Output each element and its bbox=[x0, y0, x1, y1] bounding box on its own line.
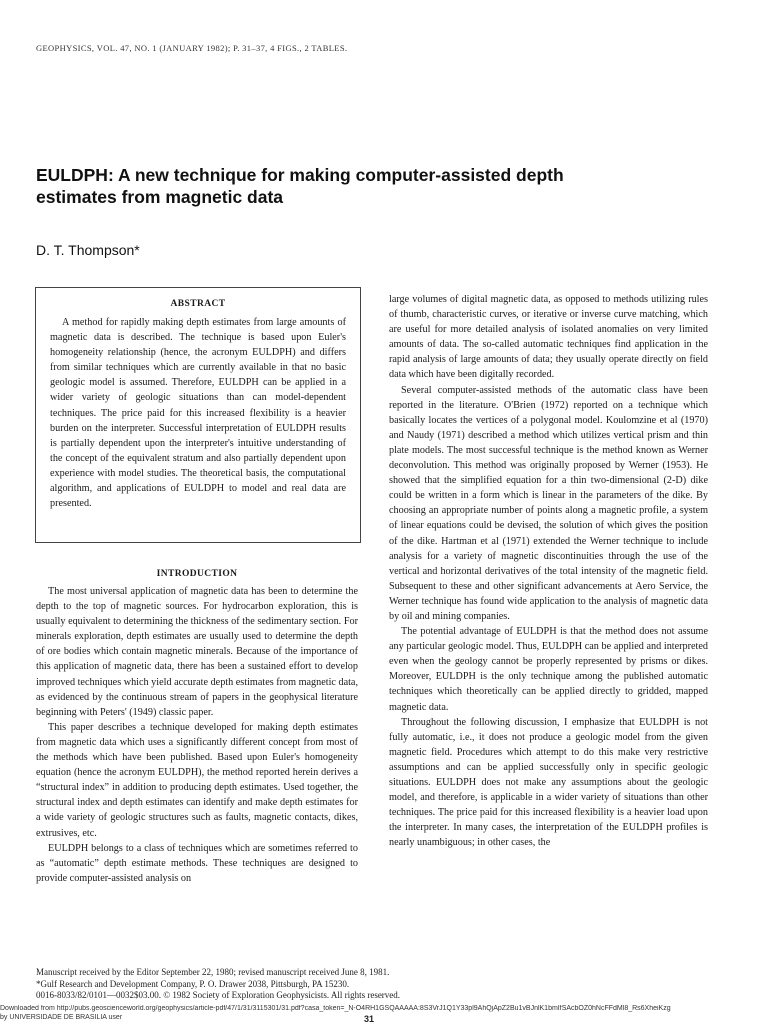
page-number: 31 bbox=[364, 1014, 375, 1024]
article-title: EULDPH: A new technique for making computer-assisted depth estimates from magnetic data bbox=[36, 165, 564, 207]
abstract-heading: ABSTRACT bbox=[170, 299, 226, 309]
download-user-line: by UNIVERSIDADE DE BRASILIA user bbox=[0, 1013, 123, 1021]
left-column bbox=[36, 569, 358, 886]
intro-paragraph: The most universal application of magnetic data has been to determine the depth to the top of magnetic sources. For hydrocarbon exploration, this is usually equivalent to determining the thickness of the sedimentary section. For minerals exploration, depth estimates are usually used to determine the depth of ore bodies which contain magnetic minerals. Because of the importance of this application of magnetic data, there has been a sustained effort to develop improved techniques which yield accurate depth estimates from magnetic data, as evidenced by the continuous stream of papers in the geophysical literature beginning with Peters' (1949) classic paper. bbox=[36, 586, 358, 718]
copyright-note: 0016-8033/82/0101—0032$03.00. © 1982 Society of Exploration Geophysicists. All rights reserved. bbox=[36, 990, 401, 1001]
article-author: D. T. Thompson* bbox=[36, 242, 140, 258]
download-watermark bbox=[0, 1005, 768, 1022]
right-column bbox=[389, 292, 708, 850]
author-affiliation-note: *Gulf Research and Development Company, P. O. Drawer 2038, Pittsburgh, PA 15230. bbox=[36, 978, 350, 989]
body-paragraph: Throughout the following discussion, I emphasize that EULDPH is not fully automatic, i.e., it does not produce a geologic model from the given magnetic field. Procedures which attempt to do this make very restrictive assumptions and can be applied successfully only in specific geologic situations. EULDPH does not make any assumptions about the geologic model, and therefore, is applicable in a wider variety of situations than other techniques. The price paid for this increased flexibility is a heavier load upon the interpreter. In many cases, the interpretation of the EULDPH profiles is nearly unambiguous; in other cases, the bbox=[389, 716, 708, 849]
abstract-text: A method for rapidly making depth estimates from large amounts of magnetic data is described. The technique is based upon Euler's homogeneity relationship (hence, the acronym EULDPH) and differs from similar techniques which are currently available in that no basic geologic model is assumed. Therefore, EULDPH can be applied in a wider variety of geologic situations than can model-dependent techniques. The price paid for this increased flexibility is a heavier burden on the interpreter. Successful interpretation of EULDPH results is partially dependent upon the interpreter's intuitive understanding of the concept of the equivalent stratum and also partially dependent upon experience with model studies. The theoretical basis, the computational algorithm, and applications of EULDPH to model and real data are presented. bbox=[50, 317, 346, 510]
intro-paragraph: This paper describes a technique developed for making depth estimates from magnetic data which uses a significantly different concept from most of the methods which have been published. Based upon Euler's homogeneity equation (hence the acronym EULDPH), the method reported herein derives a “structural index” in addition to producing depth estimates. Used together, the structural index and depth estimates can identify and make depth estimates for a wide variety of geologic structures such as faults, magnetic contacts, dikes, extrusives, etc. bbox=[36, 721, 358, 839]
body-paragraph: Several computer-assisted methods of the automatic class have been reported in the literature. O'Brien (1972) reported on a technique which basically locates the vertices of a polygonal model. Koulomzine et al (1970) and Naudy (1971) described a method which utilizes vertical prism and thin plate models. The most successful technique is the method known as Werner deconvolution. This method was originally proposed by Werner (1953). He showed that the simplified equation for a thin two-dimensional (2-D) dike could be written in a form which is linear in the parameters of the dike. By choosing an appropriate number of points along a magnetic profile, a system of linear equations could be devised, the solution of which gives the position of the dike. Hartman et al (1971) extended the Werner technique to include analysis for a variety of magnetic discontinuities through the use of the vertical and horizontal derivatives of the total intensity of the magnetic field. Subsequent to these and other significant advancements at Aero Service, the Werner technique has found wide application to the analysis of magnetic data by oil and mining companies. bbox=[389, 384, 708, 622]
intro-paragraph: EULDPH belongs to a class of techniques which are sometimes referred to as “automatic” depth estimate methods. These techniques are designed to provide computer-assisted analysis on bbox=[36, 842, 358, 884]
body-paragraph: large volumes of digital magnetic data, as opposed to methods utilizing rules of thumb, characteristic curves, or iterative or inverse curve matching, which are useful for more detailed analysis of isolated anomalies on very limited amounts of data. The so-called automatic techniques find application in the rapid analysis of large amounts of data; they usually operate directly on field data which have been digitally recorded. bbox=[389, 294, 708, 381]
download-url-line: Downloaded from http://pubs.geoscienceworld.org/geophysics/article-pdf/47/1/31/3115301/31.pdf?casa_token=_N-O4RH1GSQAAAAA:8S3VrJ1Q1Y33pl9AhQjApZ2Bu1vBJnlK1bmIfSAcbOZ0hNcFFdMl8_Rs6XheiKzg bbox=[0, 1005, 671, 1012]
abstract-box bbox=[35, 287, 361, 543]
journal-citation-header: GEOPHYSICS, VOL. 47, NO. 1 (JANUARY 1982); P. 31–37, 4 FIGS., 2 TABLES. bbox=[36, 43, 348, 53]
introduction-heading: INTRODUCTION bbox=[156, 569, 238, 579]
manuscript-received-note: Manuscript received by the Editor September 22, 1980; revised manuscript received June 8, 1981. bbox=[36, 967, 390, 977]
body-paragraph: The potential advantage of EULDPH is that the method does not assume any particular geologic model. Thus, EULDPH can be applied and interpreted even when the geology cannot be properly represented by prisms or dikes. Moreover, EULDPH is the only technique among the published automatic techniques which theoretically can be applied directly to gridded, mapped magnetic data. bbox=[389, 626, 708, 713]
footnotes bbox=[36, 967, 736, 1002]
